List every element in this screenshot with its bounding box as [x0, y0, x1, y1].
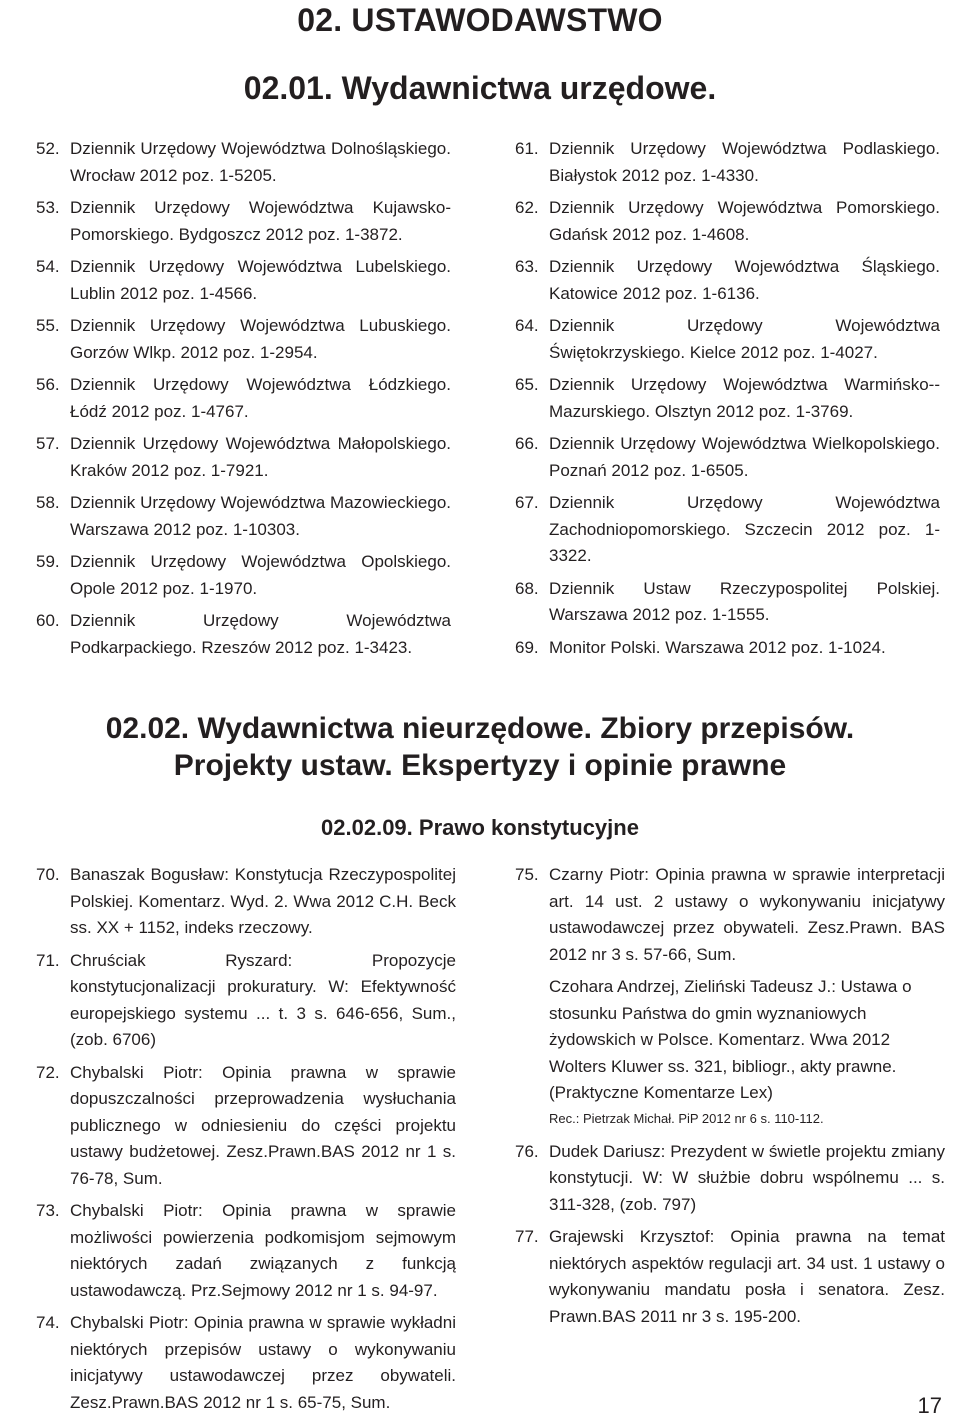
- entry-number: 61.: [515, 139, 539, 158]
- list-item: [36, 195, 451, 248]
- entry-text: Dziennik Urzędowy Województwa Dolnośląskiego. Wrocław 2012 poz. 1-5205.: [70, 139, 451, 185]
- list-item: [36, 1198, 456, 1304]
- entry-text: Dziennik Urzędowy Województwa Świętokrzyskiego. Kielce 2012 poz. 1-4027.: [549, 316, 940, 362]
- entry-text: Monitor Polski. Warszawa 2012 poz. 1-1024.: [549, 637, 886, 657]
- list-item: [515, 862, 945, 968]
- entry-text: Grajewski Krzysztof: Opinia prawna na temat niektórych aspektów regulacji art. 34 ust. 1 ustawy o wykonywaniu mandatu posła i senatora. Zesz. Prawn.BAS 2011 nr 3 s. 195-200.: [549, 1227, 945, 1326]
- entry-text: Chybalski Piotr: Opinia prawna w sprawie możliwości powierzenia podkomisjom sejmowym niektórych zadań związanych z funkcją ustawodawczą. Prz.Sejmowy 2012 nr 1 s. 94-97.: [70, 1201, 456, 1300]
- entry-text: Dziennik Urzędowy Województwa Łódzkiego. Łódź 2012 poz. 1-4767.: [70, 375, 451, 421]
- entry-number: 71.: [36, 950, 60, 970]
- entry-number: 75.: [515, 865, 539, 884]
- entry-number: 58.: [36, 493, 60, 512]
- list-item: [515, 254, 940, 307]
- entry-number: 67.: [515, 493, 539, 512]
- entry-text: Banaszak Bogusław: Konstytucja Rzeczypospolitej Polskiej. Komentarz. Wyd. 2. Wwa 2012 C.H. Beck ss. XX + 1152, indeks rzeczowy.: [70, 865, 456, 937]
- entry-number: 52.: [36, 139, 60, 158]
- section1-right-column: [515, 136, 940, 667]
- entry-number: 68.: [515, 578, 539, 598]
- entry-text: Dudek Dariusz: Prezydent w świetle projektu zmiany konstytucji. W: W służbie dobru wspólnemu ... s. 311-328, (zob. 797): [549, 1141, 945, 1214]
- list-item: [515, 635, 940, 662]
- list-item: [36, 136, 451, 189]
- entry-text: Dziennik Urzędowy Województwa Warmińsko--Mazurskiego. Olsztyn 2012 poz. 1-3769.: [549, 375, 940, 421]
- list-item: [36, 1310, 456, 1416]
- entry-text: Dziennik Urzędowy Województwa Lubelskiego. Lublin 2012 poz. 1-4566.: [70, 257, 451, 303]
- entry-number: 59.: [36, 552, 60, 571]
- entry-number: 65.: [515, 375, 539, 394]
- entry-number: 69.: [515, 637, 539, 657]
- entry-text: Dziennik Urzędowy Województwa Lubuskiego. Gorzów Wlkp. 2012 poz. 1-2954.: [70, 316, 451, 362]
- list-item: [515, 490, 940, 570]
- entry-number: 74.: [36, 1313, 60, 1332]
- list-item: [515, 1224, 945, 1330]
- section2-title: [0, 710, 960, 784]
- list-item: [36, 549, 451, 602]
- entry-text: Dziennik Urzędowy Województwa Wielkopolskiego. Poznań 2012 poz. 1-6505.: [549, 434, 940, 480]
- list-item: [36, 313, 451, 366]
- section2-title-line1: 02.02. Wydawnictwa nieurzędowe. Zbiory przepisów.: [105, 712, 855, 745]
- entry-text: Chybalski Piotr: Opinia prawna w sprawie dopuszczalności przeprowadzenia wysłuchania publicznego w odniesieniu do części projektu ustawy budżetowej. Zesz.Prawn.BAS 2012 nr 1 s. 76-78, Sum.: [70, 1062, 456, 1188]
- list-item: [36, 372, 451, 425]
- subsection-title: 02.02.09. Prawo konstytucyjne: [321, 815, 639, 840]
- entry-text: Dziennik Urzędowy Województwa Opolskiego. Opole 2012 poz. 1-1970.: [70, 552, 451, 598]
- list-item: [515, 136, 940, 189]
- entry-text: Chybalski Piotr: Opinia prawna w sprawie wykładni niektórych przepisów ustawy o wykonywaniu inicjatywy ustawodawczej przez obywateli. Zesz.Prawn.BAS 2012 nr 1 s. 65-75, Sum.: [70, 1313, 456, 1412]
- entry-number: 55.: [36, 316, 60, 335]
- page-number: 17: [917, 1393, 942, 1418]
- entry-text: Czarny Piotr: Opinia prawna w sprawie interpretacji art. 14 ust. 2 ustawy o wykonywaniu inicjatywy ustawodawczej przez obywateli. Zesz.Prawn. BAS 2012 nr 3 s. 57-66, Sum.: [549, 865, 945, 964]
- review-note: Rec.: Pietrzak Michał. PiP 2012 nr 6 s. 110-112.: [549, 1110, 824, 1126]
- entry-text: Dziennik Urzędowy Województwa Zachodniopomorskiego. Szczecin 2012 poz. 1-3322.: [549, 493, 940, 565]
- list-item: [515, 431, 940, 484]
- entry-text: Dziennik Urzędowy Województwa Kujawsko-Pomorskiego. Bydgoszcz 2012 poz. 1-3872.: [70, 198, 451, 244]
- section2-right-column: [515, 862, 945, 1336]
- entry-number: 63.: [515, 257, 539, 276]
- section-title: 02.01. Wydawnictwa urzędowe.: [243, 70, 717, 106]
- entry-number: 62.: [515, 198, 539, 217]
- list-item: [36, 431, 451, 484]
- entry-text: Dziennik Urzędowy Województwa Podkarpackiego. Rzeszów 2012 poz. 1-3423.: [70, 611, 451, 657]
- list-item: [515, 1139, 945, 1219]
- entry-text: Dziennik Urzędowy Województwa Podlaskiego. Białystok 2012 poz. 1-4330.: [549, 139, 940, 185]
- list-item: [36, 254, 451, 307]
- entry-number: 72.: [36, 1062, 60, 1082]
- list-item: [36, 948, 456, 1054]
- entry-text: Dziennik Urzędowy Województwa Mazowieckiego. Warszawa 2012 poz. 1-10303.: [70, 493, 451, 539]
- entry-number: 76.: [515, 1141, 539, 1161]
- entry-text: Chruściak Ryszard: Propozycje konstytucjonalizacji prokuratury. W: Efektywność europejskiego systemu ... t. 3 s. 646-656, Sum., (zob. 6706): [70, 950, 456, 1049]
- entry-text: Dziennik Ustaw Rzeczypospolitej Polskiej. Warszawa 2012 poz. 1-1555.: [549, 578, 940, 624]
- entry-continuation: Czohara Andrzej, Zieliński Tadeusz J.: Ustawa o stosunku Państwa do gmin wyznaniowych żydowskich w Polsce. Komentarz. Wwa 2012 Wolters Kluwer ss. 321, bibliogr., akty prawne. (Praktyczne Komentarze Lex): [549, 977, 912, 1102]
- entry-number: 53.: [36, 198, 60, 217]
- entry-number: 56.: [36, 375, 60, 394]
- list-item: [515, 576, 940, 629]
- entry-number: 57.: [36, 434, 60, 453]
- entry-text: Dziennik Urzędowy Województwa Małopolskiego. Kraków 2012 poz. 1-7921.: [70, 434, 451, 480]
- entry-number: 66.: [515, 434, 539, 453]
- list-item: [36, 1060, 456, 1193]
- entry-number: 60.: [36, 611, 60, 630]
- list-item: [515, 195, 940, 248]
- section2-title-line2: Projekty ustaw. Ekspertyzy i opinie prawne: [173, 749, 787, 782]
- list-item: [515, 313, 940, 366]
- section2-left-column: [36, 862, 456, 1422]
- entry-text: Dziennik Urzędowy Województwa Pomorskiego. Gdańsk 2012 poz. 1-4608.: [549, 198, 940, 244]
- list-item: [36, 608, 451, 661]
- entry-number: 73.: [36, 1201, 60, 1220]
- list-item: [515, 372, 940, 425]
- chapter-title: 02. USTAWODAWSTWO: [297, 2, 663, 38]
- entry-number: 64.: [515, 316, 539, 335]
- entry-text: Dziennik Urzędowy Województwa Śląskiego. Katowice 2012 poz. 1-6136.: [549, 257, 940, 303]
- entry-number: 70.: [36, 865, 60, 884]
- list-item: [36, 490, 451, 543]
- list-item: [36, 862, 456, 942]
- entry-number: 54.: [36, 257, 60, 276]
- section1-left-column: [36, 136, 451, 667]
- entry-number: 77.: [515, 1227, 539, 1246]
